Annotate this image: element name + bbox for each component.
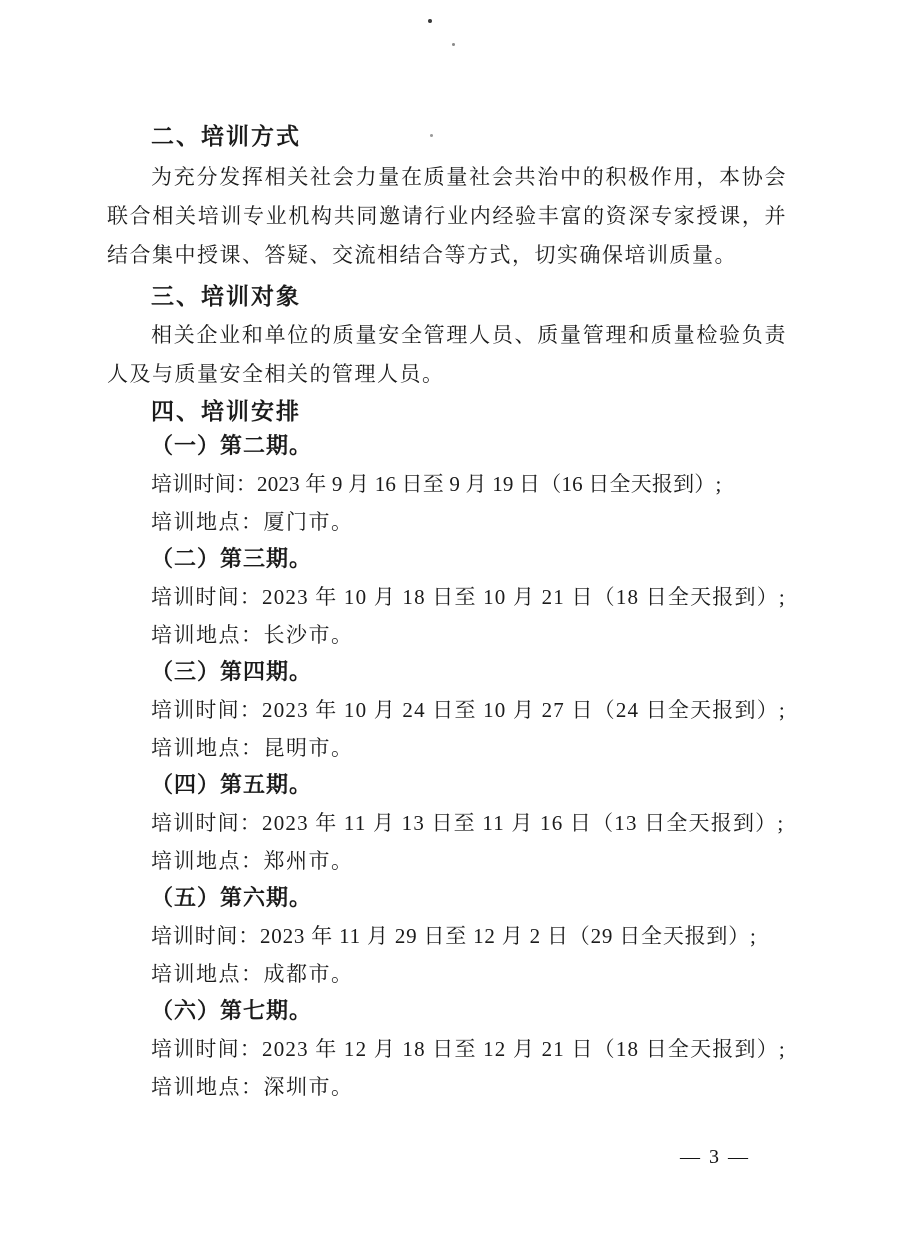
section-heading-training-method: 二、培训方式 — [151, 123, 301, 149]
scan-speck — [428, 19, 432, 23]
paragraph-line: 人及与质量安全相关的管理人员。 — [107, 362, 445, 386]
section-heading-training-audience: 三、培训对象 — [151, 283, 301, 309]
scan-speck — [452, 43, 455, 46]
scan-speck — [430, 134, 433, 137]
schedule-item-label: （六）第七期。 — [151, 998, 313, 1023]
schedule-item-label: （一）第二期。 — [151, 433, 313, 458]
schedule-item-label: （二）第三期。 — [151, 546, 313, 571]
schedule-item-label: （三）第四期。 — [151, 659, 313, 684]
page-number: — 3 — — [680, 1146, 750, 1168]
schedule-item-place: 培训地点：成都市。 — [151, 962, 354, 986]
schedule-item-place: 培训地点：厦门市。 — [151, 510, 354, 534]
section-heading-training-schedule: 四、培训安排 — [151, 398, 301, 424]
schedule-item-place: 培训地点：长沙市。 — [151, 623, 354, 647]
schedule-item-time: 培训时间：2023 年 12 月 18 日至 12 月 21 日（18 日全天报到）; — [151, 1037, 786, 1061]
schedule-item-time: 培训时间：2023 年 11 月 13 日至 11 月 16 日（13 日全天报到）; — [151, 811, 785, 835]
paragraph-line: 结合集中授课、答疑、交流相结合等方式，切实确保培训质量。 — [107, 243, 737, 267]
paragraph-line: 相关企业和单位的质量安全管理人员、质量管理和质量检验负责 — [151, 323, 787, 347]
paragraph-line: 为充分发挥相关社会力量在质量社会共治中的积极作用，本协会 — [151, 165, 787, 189]
schedule-item-place: 培训地点：深圳市。 — [151, 1075, 354, 1099]
schedule-item-place: 培训地点：昆明市。 — [151, 736, 354, 760]
schedule-item-label: （四）第五期。 — [151, 772, 313, 797]
schedule-item-place: 培训地点：郑州市。 — [151, 849, 354, 873]
schedule-item-time: 培训时间：2023 年 9 月 16 日至 9 月 19 日（16 日全天报到）; — [151, 472, 722, 496]
schedule-item-label: （五）第六期。 — [151, 885, 313, 910]
paragraph-line: 联合相关培训专业机构共同邀请行业内经验丰富的资深专家授课，并 — [107, 204, 787, 228]
schedule-item-time: 培训时间：2023 年 11 月 29 日至 12 月 2 日（29 日全天报到）; — [151, 924, 757, 948]
schedule-item-time: 培训时间：2023 年 10 月 18 日至 10 月 21 日（18 日全天报到）; — [151, 585, 786, 609]
schedule-item-time: 培训时间：2023 年 10 月 24 日至 10 月 27 日（24 日全天报到）; — [151, 698, 786, 722]
